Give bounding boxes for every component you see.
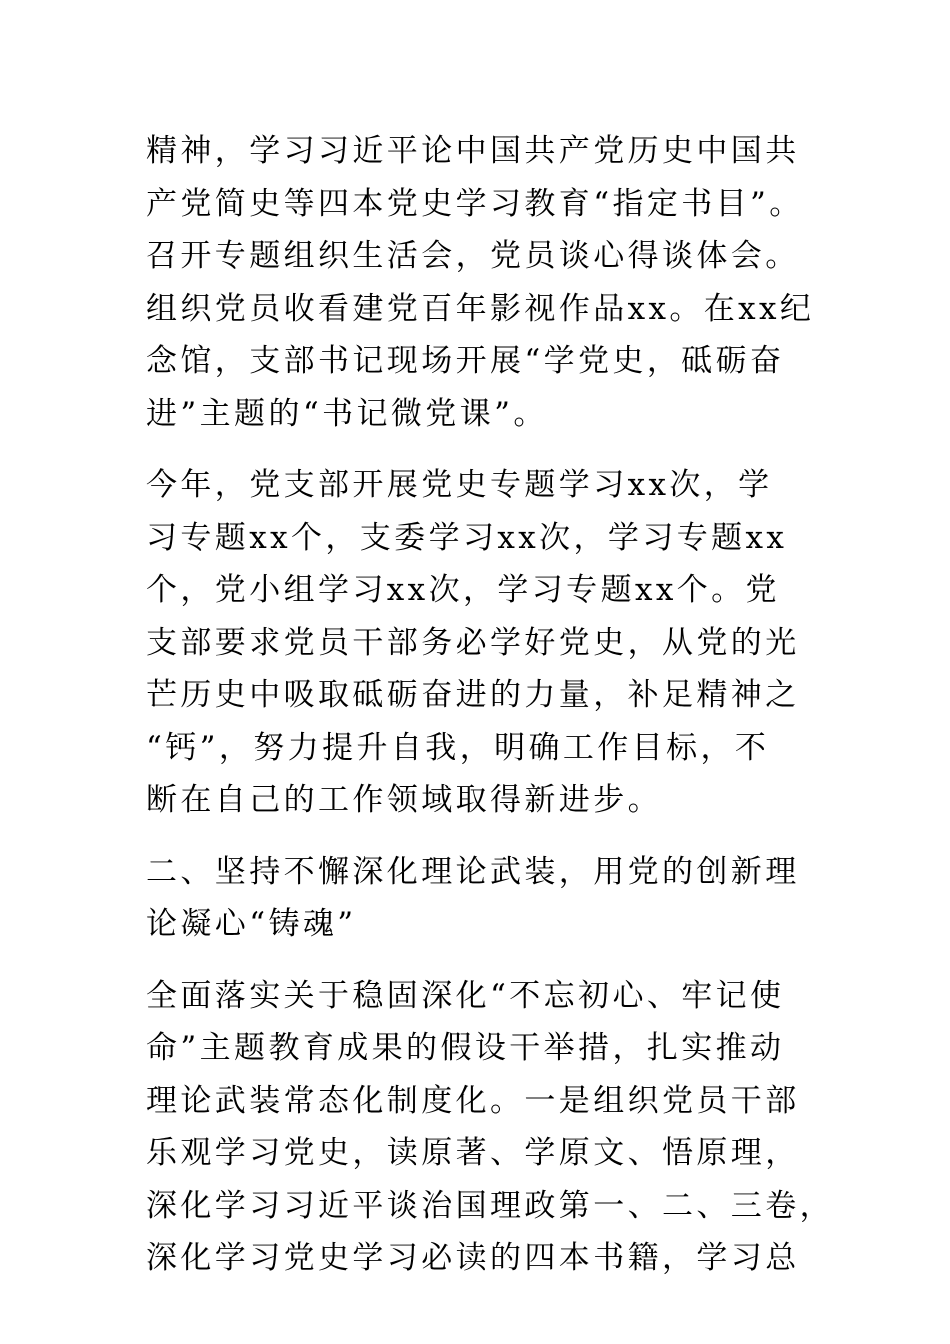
text-line: 今年，党支部开展党史专题学习xx次，学 [146,467,773,503]
text-line: 支部要求党员干部务必学好党史，从党的光 [146,624,800,661]
text-line: 芒历史中吸取砥砺奋进的力量，补足精神之 [146,677,800,713]
text-line: 命”主题教育成果的假设干举措，扎实推动 [146,1030,785,1066]
text-line: 理论武装常态化制度化。一是组织党员干部 [146,1082,800,1119]
text-line: 产党简史等四本党史学习教育“指定书目”。 [146,185,804,222]
text-line: 召开专题组织生活会，党员谈心得谈体会。 [146,238,800,274]
section-heading [146,846,826,951]
text-line: 全面落实关于稳固深化“不忘初心、牢记使 [146,977,785,1014]
heading-line: 二、坚持不懈深化理论武装，用党的创新理 [146,853,800,890]
paragraph-1 [146,125,826,440]
paragraph-2 [146,459,826,827]
text-line: 进”主题的“书记微党课”。 [146,395,548,432]
text-line: 精神，学习习近平论中国共产党历史中国共 [146,133,800,169]
text-line: 断在自己的工作领域取得新进步。 [146,782,662,818]
text-line: 深化学习习近平谈治国理政第一、二、三卷， [146,1187,834,1224]
text-line: 个，党小组学习xx次，学习专题xx个。党 [146,572,780,608]
text-line: 乐观学习党史，读原著、学原文、悟原理， [146,1135,800,1171]
text-line: 组织党员收看建党百年影视作品xx。在xx纪 [146,290,815,327]
document-body [146,125,834,1304]
paragraph-3 [146,970,834,1285]
text-line: “钙”，努力提升自我，明确工作目标，不 [146,729,770,766]
text-line: 念馆，支部书记现场开展“学党史，砥砺奋 [146,343,785,379]
text-line: 深化学习党史学习必读的四本书籍，学习总 [146,1240,800,1276]
text-line: 习专题xx个，支委学习xx次，学习专题xx [146,519,788,556]
heading-line: 论凝心“铸魂” [146,906,357,942]
